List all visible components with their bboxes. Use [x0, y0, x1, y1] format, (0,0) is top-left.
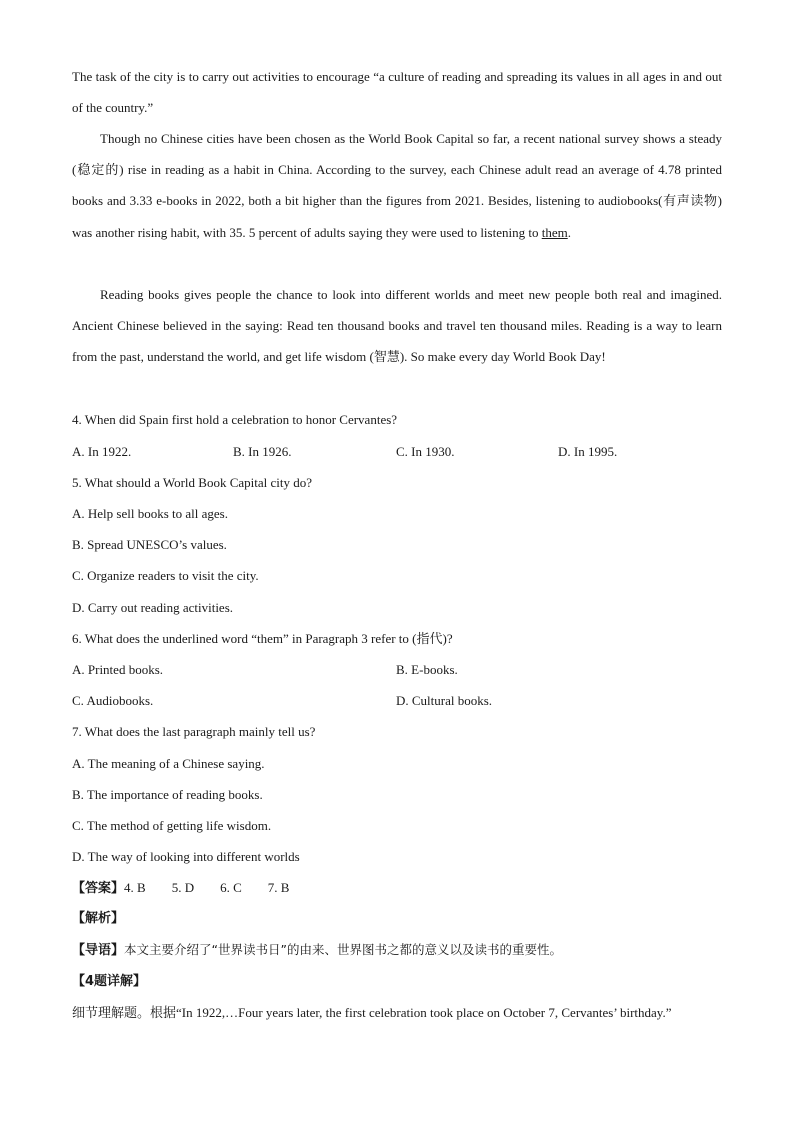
q7-option-d: D. The way of looking into different worlds: [72, 849, 300, 864]
answer-label: 【答案】: [72, 881, 125, 896]
q4-detail-text: 细节理解题。根据“In 1922,…Four years later, the first celebration took place on October 7, Cervantes’ birthday.”: [72, 1005, 672, 1020]
guide-line: [72, 942, 562, 959]
paragraph-3: [72, 123, 722, 248]
q7-option-b: B. The importance of reading books.: [72, 787, 263, 802]
q6-option-d: D. Cultural books.: [396, 693, 493, 708]
guide-label: 【导语】: [72, 943, 125, 958]
guide-text: 本文主要介绍了“世界读书日”的由来、世界图书之都的意义以及读书的重要性。: [124, 942, 562, 957]
answer-6: 6. C: [220, 880, 242, 895]
analysis-label: 【解析】: [72, 911, 125, 926]
q4-option-c: C. In 1930.: [396, 444, 455, 459]
question-5-stem: 5. What should a World Book Capital city do?: [72, 475, 313, 490]
q4-option-b: B. In 1926.: [233, 444, 292, 459]
q4-option-d: D. In 1995.: [558, 444, 618, 459]
paragraph-intro: The task of the city is to carry out activities to encourage “a culture of reading and spreading its values in all ages in and out of the country.”: [72, 69, 722, 116]
q6-option-a: A. Printed books.: [72, 662, 163, 677]
q4-detail-label: 【4题详解】: [72, 974, 147, 989]
paragraph-3-end: .: [567, 224, 571, 240]
q4-option-a: A. In 1922.: [72, 444, 132, 459]
q7-option-a: A. The meaning of a Chinese saying.: [72, 756, 265, 771]
q5-option-b: B. Spread UNESCO’s values.: [72, 537, 227, 552]
q5-option-c: C. Organize readers to visit the city.: [72, 568, 259, 583]
q7-option-c: C. The method of getting life wisdom.: [72, 818, 272, 833]
q6-option-c: C. Audiobooks.: [72, 693, 154, 708]
paragraph-3-text: Though no Chinese cities have been chosen as the World Book Capital so far, a recent national survey shows a steady (稳定的) rise in reading as a habit in China. According to the survey, each Chinese adult read an average of 4.78 printed books and 3.33 e-books in 2022, both a bit higher than the figures from 2021. Besides, listening to audiobooks(有声读物) was another rising habit, with 35. 5 percent of adults saying they were used to listening to: [72, 131, 722, 240]
q5-option-a: A. Help sell books to all ages.: [72, 506, 228, 521]
answer-line: [72, 880, 289, 897]
question-6-stem: 6. What does the underlined word “them” in Paragraph 3 refer to (指代)?: [72, 631, 453, 646]
paragraph-4: Reading books gives people the chance to look into different worlds and meet new people both real and imagined. Ancient Chinese believed in the saying: Read ten thousand books and travel ten thousand miles. Reading is a way to learn from the past, understand the world, and get life wisdom (智慧). So make every day World Book Day!: [72, 287, 722, 365]
q5-option-d: D. Carry out reading activities.: [72, 600, 234, 615]
answer-7: 7. B: [267, 880, 290, 895]
answer-4: 4. B: [124, 880, 146, 895]
question-7-stem: 7. What does the last paragraph mainly tell us?: [72, 724, 316, 739]
q6-option-b: B. E-books.: [396, 662, 458, 677]
answer-5: 5. D: [171, 880, 195, 895]
underlined-word-them: them: [541, 224, 568, 240]
question-4-stem: 4. When did Spain first hold a celebration to honor Cervantes?: [72, 412, 398, 427]
